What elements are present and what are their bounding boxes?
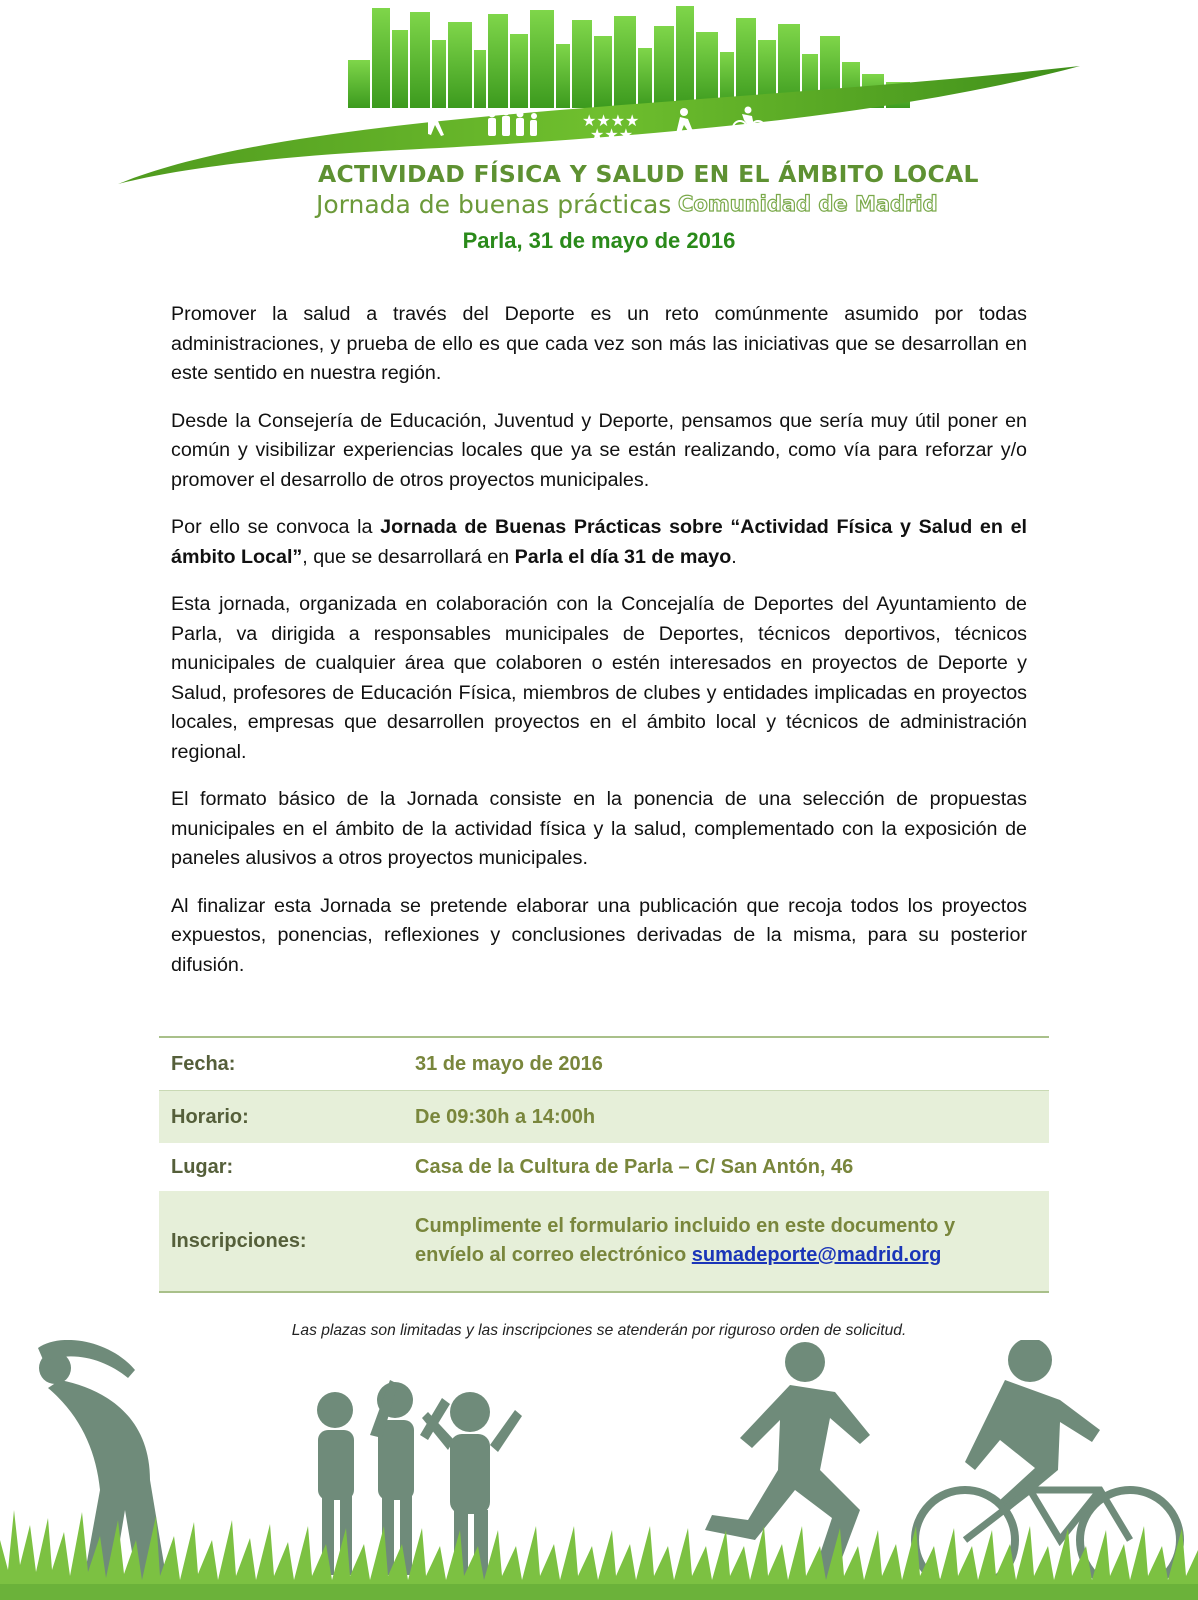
- paragraph-1: Promover la salud a través del Deporte es un reto comúnmente asumido por todas administraciones, y prueba de ello es que cada vez son más las iniciativas que se desarrollan en este sentido en nuestra región.: [171, 303, 1027, 384]
- paragraph-3: [171, 513, 1027, 572]
- stars-icon: [582, 111, 639, 144]
- paragraph-3-text-2: , que se desarrollará en: [302, 545, 515, 568]
- fecha-value: 31 de mayo de 2016: [403, 1037, 1049, 1091]
- email-link[interactable]: sumadeporte@madrid.org: [691, 1244, 942, 1266]
- inscripciones-line-1: Cumplimente el formulario incluido en este documento y: [415, 1215, 956, 1237]
- event-title: ACTIVIDAD FÍSICA Y SALUD EN EL ÁMBITO LOCAL: [318, 160, 979, 188]
- svg-text:★★★★: ★★★★: [582, 111, 640, 130]
- table-row: [159, 1191, 1049, 1292]
- table-row: [159, 1143, 1049, 1191]
- grass-decoration: [0, 1510, 1198, 1600]
- lugar-label: Lugar:: [171, 1155, 234, 1178]
- paragraph-3-text-3: .: [731, 545, 737, 568]
- event-date-line: Parla, 31 de mayo de 2016: [462, 228, 736, 253]
- event-info-table: [159, 1036, 1049, 1293]
- jornada-name: Jornada de Buenas Prácticas sobre “Actividad Física y Salud en el ámbito Local”: [171, 516, 1027, 568]
- runner-icon: [705, 1342, 870, 1590]
- inscripciones-value: [403, 1191, 1049, 1292]
- paragraph-6: Al finalizar esta Jornada se pretende elaborar una publicación que recoja todos los proyectos expuestos, ponencias, reflexiones y conclusiones derivadas de la misma, para su posterior difusión.: [171, 894, 1027, 976]
- svg-text:★★★: ★★★: [590, 125, 634, 144]
- region-name: Comunidad de Madrid: [678, 192, 938, 216]
- paragraph-2: Desde la Consejería de Educación, Juventud y Deporte, pensamos que sería muy útil poner en común y visibilizar experiencias locales que ya se están realizando, como vía para reforzar y/o promover el desarrollo de otros proyectos municipales.: [171, 409, 1027, 491]
- inscripciones-label: Inscripciones:: [159, 1191, 403, 1292]
- capacity-notice: Las plazas son limitadas y las inscripciones se atenderán por riguroso orden de solicitud.: [291, 1322, 907, 1339]
- paragraph-5: El formato básico de la Jornada consiste en la ponencia de una selección de propuestas municipales en el ámbito de la actividad física y la salud, complementado con la exposición de paneles alusivos a otros proyectos municipales.: [171, 788, 1027, 869]
- paragraph-3-text-1: Por ello se convoca la: [171, 516, 381, 538]
- body-text: [171, 300, 1027, 998]
- lugar-value: Casa de la Cultura de Parla – C/ San Antón, 46: [415, 1155, 854, 1178]
- table-row: [159, 1037, 1049, 1091]
- inscripciones-line-2: envíelo al correo electrónico: [415, 1244, 692, 1266]
- footer-illustration: [0, 1340, 1198, 1600]
- horario-label: Horario:: [159, 1091, 403, 1144]
- horario-value: De 09:30h a 14:00h: [403, 1091, 1049, 1144]
- fecha-label: Fecha:: [159, 1037, 403, 1091]
- event-subtitle: Jornada de buenas prácticas: [316, 190, 672, 219]
- paragraph-4: Esta jornada, organizada en colaboración con la Concejalía de Deportes del Ayuntamiento de Parla, va dirigida a responsables municipales de Deportes, técnicos deportivos, técnicos municipales de cualquier área que colaboren o estén interesados en proyectos de Deporte y Salud, profesores de Educación Física, miembros de clubes y entidades implicadas en proyectos locales, empresas que desarrollen proyectos en el ámbito local y técnicos de administración regional.: [171, 593, 1027, 763]
- table-row: [159, 1091, 1049, 1144]
- parla-date: Parla el día 31 de mayo: [514, 545, 732, 568]
